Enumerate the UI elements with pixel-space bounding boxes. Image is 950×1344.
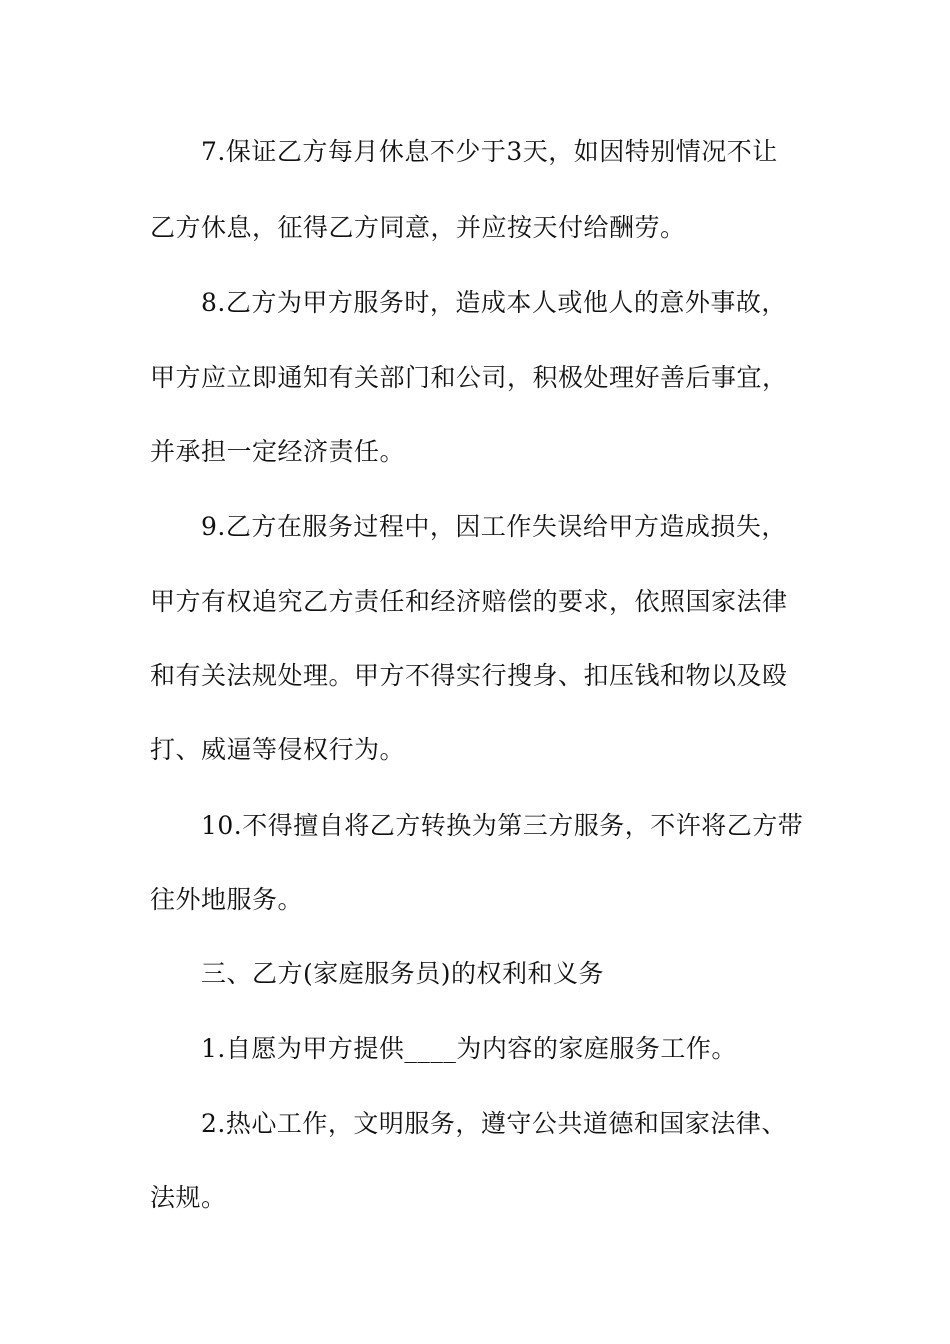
clause-10-line-2: 往外地服务。 bbox=[150, 885, 304, 914]
clause-8-line-1: 8.乙方为甲方服务时，造成本人或他人的意外事故， bbox=[201, 288, 787, 317]
clause-9-line-1: 9.乙方在服务过程中，因工作失误给甲方造成损失， bbox=[201, 512, 787, 541]
duty-1-line: 1.自愿为甲方提供____为内容的家庭服务工作。 bbox=[201, 1034, 737, 1063]
section-heading: 三、乙方(家庭服务员)的权利和义务 bbox=[201, 959, 605, 988]
clause-7-line-2: 乙方休息，征得乙方同意，并应按天付给酬劳。 bbox=[150, 213, 686, 242]
clause-8-line-3: 并承担一定经济责任。 bbox=[150, 437, 406, 466]
clause-8-line-2: 甲方应立即通知有关部门和公司，积极处理好善后事宜， bbox=[150, 363, 788, 392]
clause-10-line-1: 10.不得擅自将乙方转换为第三方服务，不许将乙方带 bbox=[201, 811, 804, 840]
clause-9-line-3: 和有关法规处理。甲方不得实行搜身、扣压钱和物以及殴 bbox=[150, 661, 788, 690]
duty-2-line-1: 2.热心工作，文明服务，遵守公共道德和国家法律、 bbox=[201, 1109, 787, 1138]
clause-9-line-2: 甲方有权追究乙方责任和经济赔偿的要求，依照国家法律 bbox=[150, 587, 788, 616]
duty-2-line-2: 法规。 bbox=[150, 1183, 227, 1212]
clause-9-line-4: 打、威逼等侵权行为。 bbox=[150, 735, 406, 764]
clause-7-line-1: 7.保证乙方每月休息不少于3天，如因特别情况不让 bbox=[201, 137, 778, 166]
